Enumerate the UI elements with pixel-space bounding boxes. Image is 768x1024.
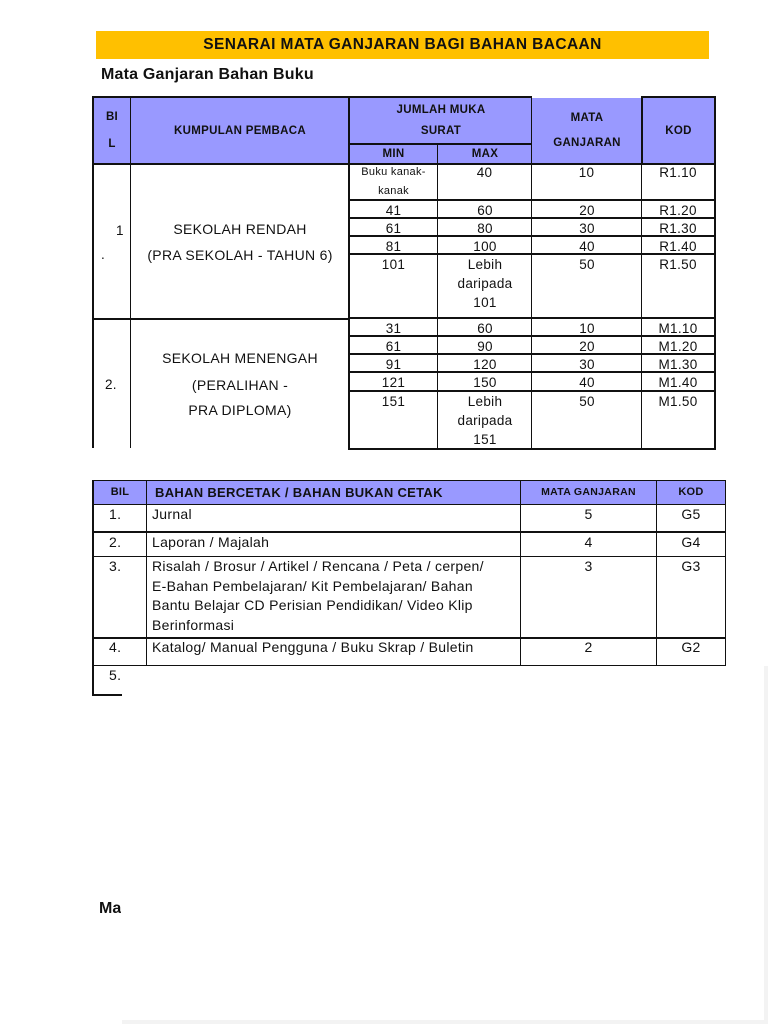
g2-row2-points: 20 (531, 335, 642, 356)
g1-row3-points: 30 (531, 217, 642, 238)
group1-subtitle: (PRA SEKOLAH - TAHUN 6) (147, 247, 333, 263)
table2-row3-item (152, 557, 514, 635)
table2-header-points: MATA GANJARAN (541, 485, 636, 498)
g1-row5-max-line3: 101 (473, 295, 497, 310)
g1-row4-code: R1.40 (641, 235, 716, 256)
g1-row1-sep1 (437, 163, 438, 199)
group1-name: SEKOLAH RENDAH (173, 221, 307, 237)
g2-row5-min: 151 (348, 390, 437, 450)
header-points (531, 98, 642, 164)
table2-row1-points: 5 (584, 506, 593, 522)
header-points-line1: MATA (570, 112, 604, 124)
table2-row1-bil: 1. (109, 506, 122, 522)
table2-row3-item-line2: E-Bahan Pembelajaran/ Kit Pembelajaran/ Bahan (152, 577, 473, 594)
g1-row1-points: 10 (578, 165, 595, 180)
header-code: KOD (641, 96, 716, 164)
g2-row3-points: 30 (531, 353, 642, 374)
g2-row1-max: 60 (437, 317, 532, 338)
g2-row5-max-line3: 151 (473, 432, 497, 447)
header-pages (348, 96, 532, 144)
table2-row5-bil: 5. (109, 667, 122, 683)
table2-header-code: KOD (678, 485, 704, 498)
header-min: MIN (348, 143, 437, 164)
header-max: MAX (437, 143, 532, 164)
table2-row5-left-border (92, 666, 94, 696)
g1-row1-min-line2: kanak (378, 185, 409, 197)
g1-row5-max-line2: daripada (457, 276, 513, 291)
g2-row5-max (437, 390, 532, 450)
table2-col-sep1 (146, 505, 147, 666)
g1-row1-min-line1: Buku kanak- (361, 166, 426, 178)
g1-row2-min: 41 (348, 199, 437, 220)
g1-row3-max: 80 (437, 217, 532, 238)
table2-row5-bottom-border (92, 694, 122, 696)
group1-bil-cell (92, 163, 130, 318)
g2-row4-min: 121 (348, 371, 437, 392)
table2-row2-points: 4 (584, 534, 593, 550)
g1-row3-code: R1.30 (641, 217, 716, 238)
table2-row3-item-line1: Risalah / Brosur / Artikel / Rencana / Peta / cerpen/ (152, 558, 484, 574)
g2-row1-min: 31 (348, 317, 437, 338)
g1-row1-sep3 (641, 163, 642, 199)
header-pages-line1: JUMLAH MUKA (396, 104, 486, 116)
table2-row4-points: 2 (584, 639, 593, 655)
document-title: SENARAI MATA GANJARAN BAGI BAHAN BACAAN (96, 31, 709, 59)
section-subtitle: Mata Ganjaran Bahan Buku (101, 66, 314, 83)
g1-row2-points: 20 (531, 199, 642, 220)
g2-row4-code: M1.40 (641, 371, 716, 392)
table2-row3-item-line4: Berinformasi (152, 616, 235, 633)
group2-bil-cell (92, 318, 130, 448)
table2-row3-item-line3: Bantu Belajar CD Perisian Pendidikan/ Video Klip (152, 597, 473, 613)
group2-name: SEKOLAH MENENGAH (162, 350, 318, 366)
g2-row5-max-line1: Lebih (467, 394, 503, 409)
group2-bil: 2. (105, 377, 117, 392)
g1-row2-max: 60 (437, 199, 532, 220)
g1-row4-max: 100 (437, 235, 532, 256)
g2-row1-points: 10 (531, 317, 642, 338)
table2-row3-code: G3 (681, 558, 701, 574)
g1-row5-code: R1.50 (641, 253, 716, 320)
group2-subtitle-line2: PRA DIPLOMA) (188, 402, 292, 418)
overlay-panel-edge (764, 666, 768, 1024)
table2-row2-code: G4 (681, 534, 701, 550)
g1-row5-min: 101 (348, 253, 437, 320)
g1-row1-max: 40 (476, 165, 493, 180)
g1-row4-min: 81 (348, 235, 437, 256)
g2-row5-max-line2: daripada (457, 413, 513, 428)
group1-bil-dot: . (101, 247, 106, 262)
g2-row3-max: 120 (437, 353, 532, 374)
g1-row1-sep2 (531, 163, 532, 199)
group1-name-cell (130, 163, 349, 318)
g2-row1-code: M1.10 (641, 317, 716, 338)
g1-row3-min: 61 (348, 217, 437, 238)
g2-row2-min: 61 (348, 335, 437, 356)
header-bil (92, 96, 130, 164)
group2-subtitle-line1: (PERALIHAN - (191, 377, 289, 393)
group1-bil: 1 (116, 223, 124, 238)
table2-row1-code: G5 (681, 506, 701, 522)
table2-row1-item: Jurnal (152, 506, 192, 522)
g1-row5-points: 50 (531, 253, 642, 320)
g2-row2-code: M1.20 (641, 335, 716, 356)
group2-name-cell (130, 318, 349, 448)
table2-row3-points: 3 (584, 558, 593, 574)
g2-row3-min: 91 (348, 353, 437, 374)
g1-row2-code: R1.20 (641, 199, 716, 220)
table2-row4-item: Katalog/ Manual Pengguna / Buku Skrap / Buletin (152, 639, 474, 655)
truncated-heading: Ma (99, 900, 121, 917)
table2-header-item: BAHAN BERCETAK / BAHAN BUKAN CETAK (155, 484, 443, 500)
g2-row3-code: M1.30 (641, 353, 716, 374)
g2-row4-max: 150 (437, 371, 532, 392)
table2-row3-bil: 3. (109, 558, 122, 574)
g2-row2-max: 90 (437, 335, 532, 356)
g1-row5-max (437, 253, 532, 320)
header-pages-line2: SURAT (420, 125, 462, 137)
g2-row4-points: 40 (531, 371, 642, 392)
table2-row2-bil: 2. (109, 534, 122, 550)
g1-row5-max-line1: Lebih (467, 257, 503, 272)
g2-row5-code: M1.50 (641, 390, 716, 450)
header-bil-line1: BI (105, 111, 119, 123)
overlay-panel (122, 666, 768, 1024)
g1-row1-min (350, 163, 437, 201)
table2-header-bil: BIL (110, 485, 130, 498)
g1-row1-code: R1.10 (659, 165, 697, 180)
table2-row4-code: G2 (681, 639, 701, 655)
g1-row4-points: 40 (531, 235, 642, 256)
header-group: KUMPULAN PEMBACA (130, 96, 349, 164)
table2-row4-bil: 4. (109, 639, 122, 655)
table2-row2-item: Laporan / Majalah (152, 534, 270, 550)
overlay-panel-bottom-edge (122, 1020, 768, 1024)
g2-row5-points: 50 (531, 390, 642, 450)
header-bil-line2: L (108, 138, 116, 150)
header-points-line2: GANJARAN (553, 137, 621, 149)
